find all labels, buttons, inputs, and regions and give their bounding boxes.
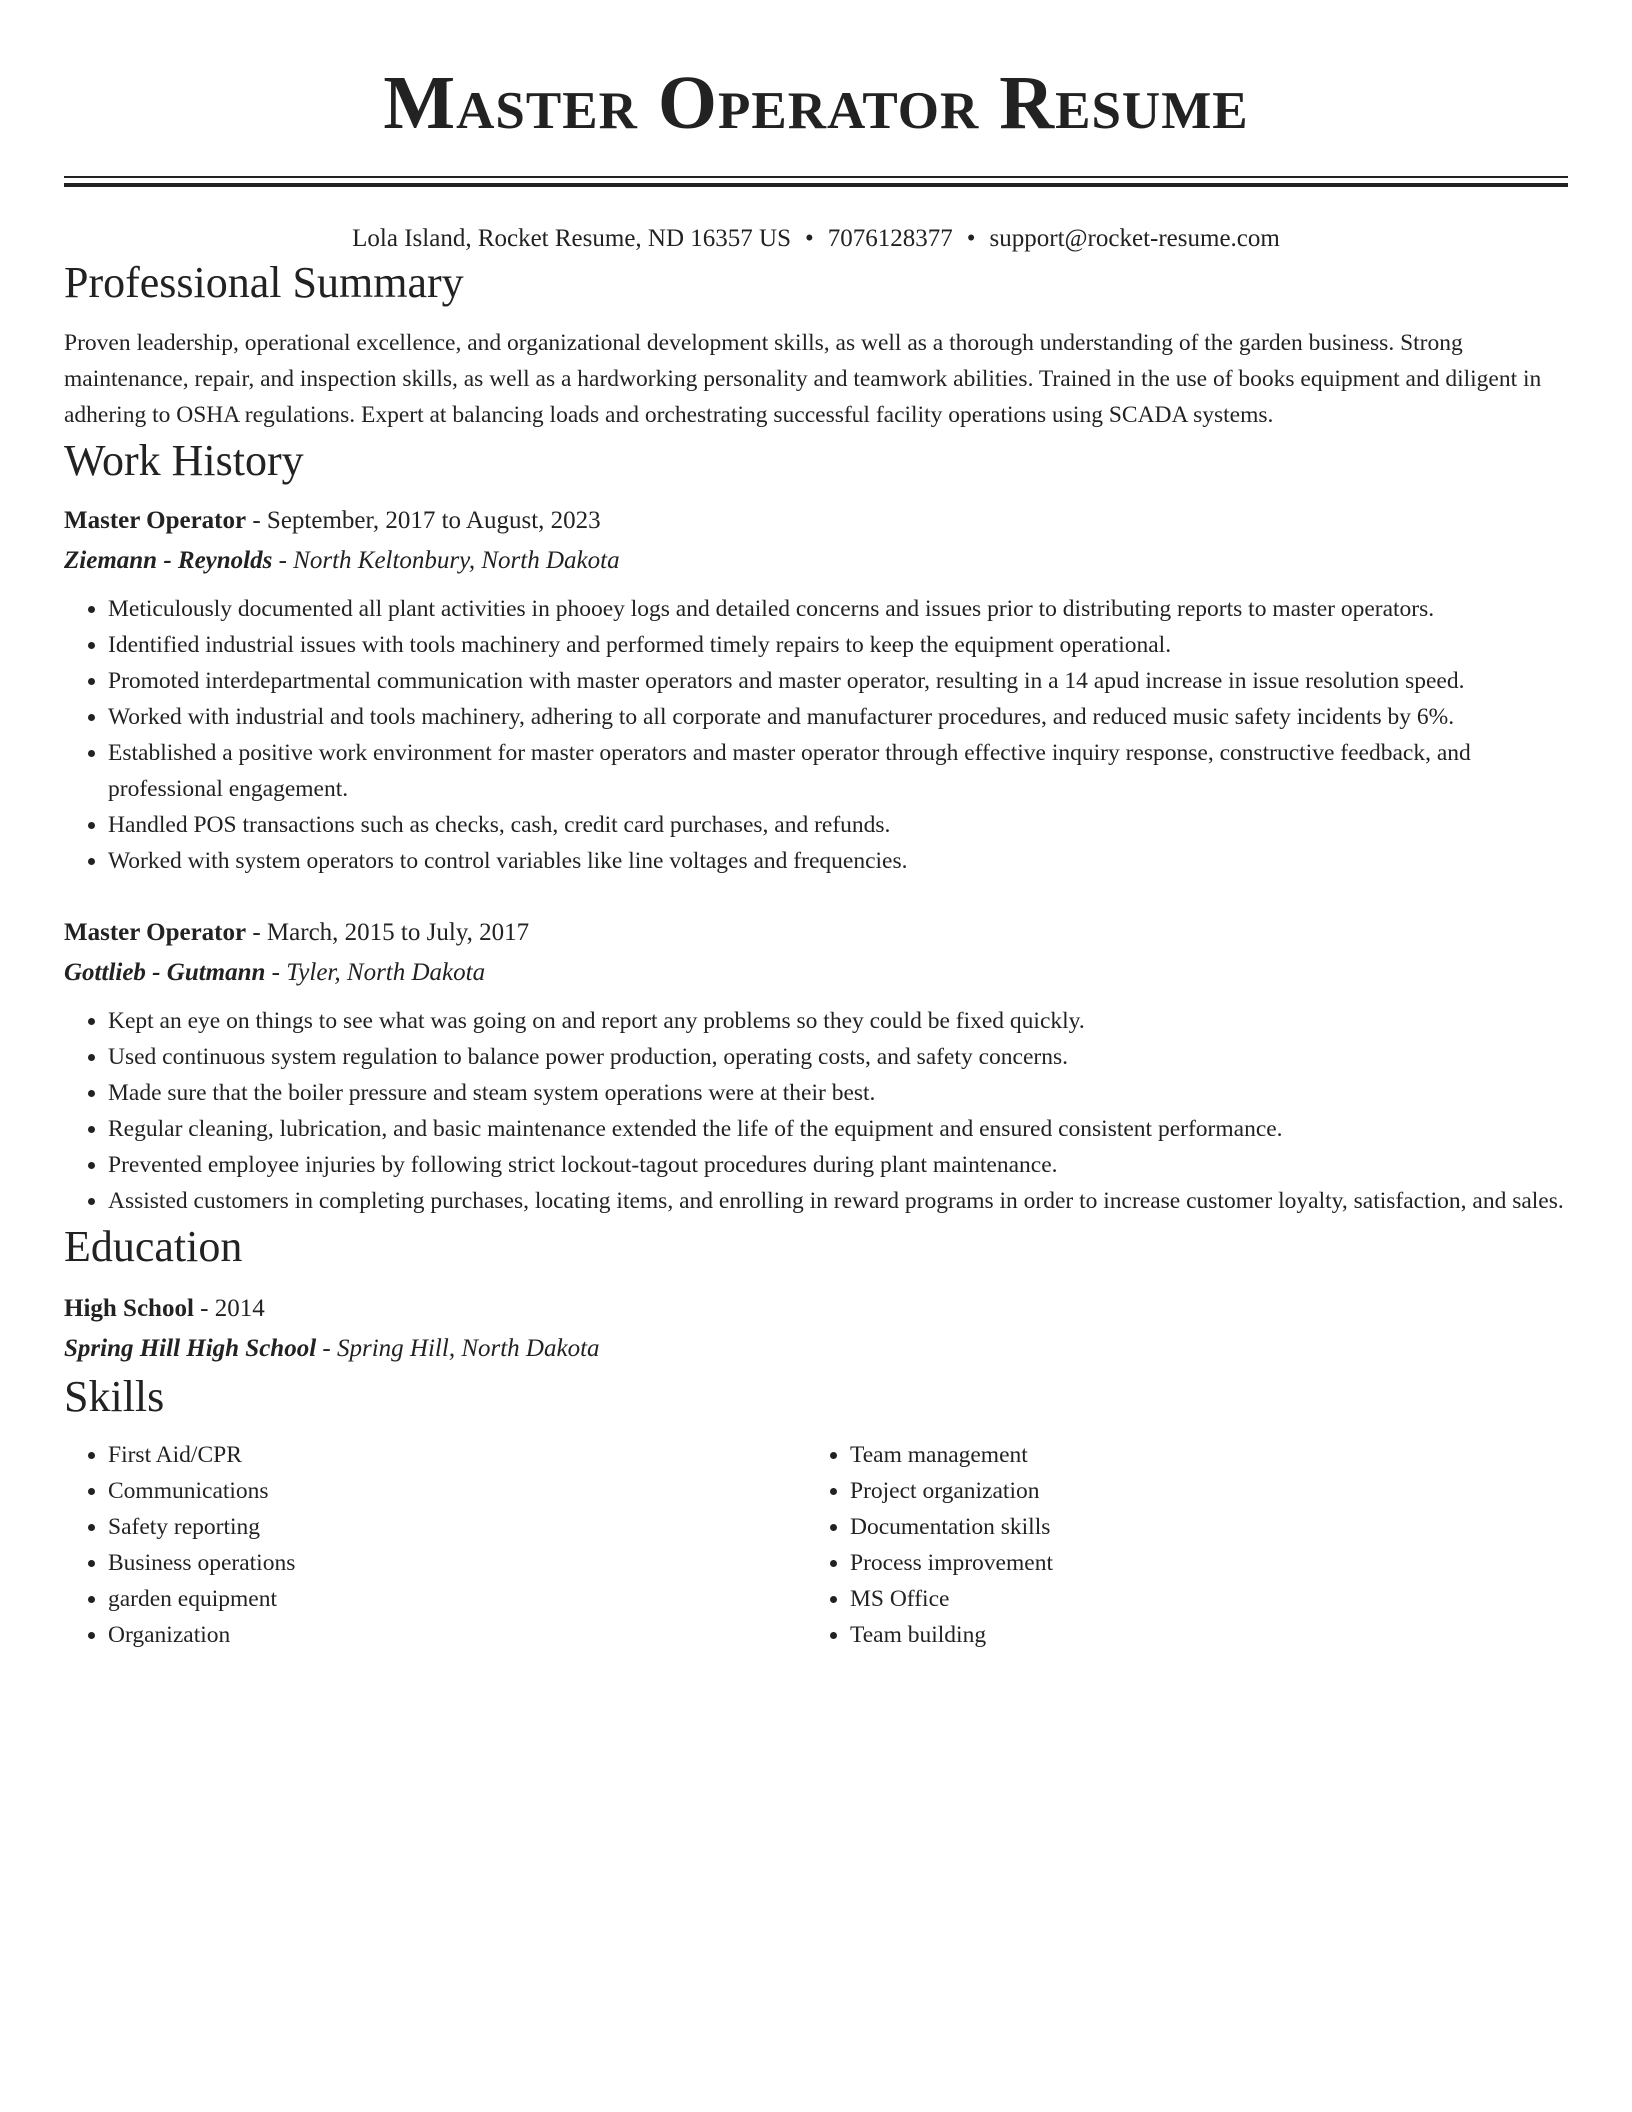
skills-columns — [64, 1437, 1568, 1653]
summary-heading: Professional Summary — [64, 258, 464, 307]
education-heading: Education — [64, 1222, 243, 1271]
contact-separator: • — [966, 225, 976, 252]
job-entry — [64, 913, 1568, 1219]
education-degree-line — [64, 1289, 1568, 1329]
job-duty: • Promoted interdepartmental communication with master operators and master operator, resulting in a 14 apud increase in issue resolution speed. — [108, 663, 1568, 699]
job-company: Ziemann - Reynolds — [64, 547, 273, 574]
skill-item: • Team management — [850, 1437, 1548, 1473]
job-duty: • Meticulously documented all plant activities in phooey logs and detailed concerns and issues prior to distributing reports to master operators. — [108, 591, 1568, 627]
resume-title: Master Operator Resume — [383, 61, 1249, 145]
skill-item: • Project organization — [850, 1473, 1548, 1509]
job-duty: • Identified industrial issues with tools machinery and performed timely repairs to keep the equipment operational. — [108, 627, 1568, 663]
education-year: - 2014 — [193, 1295, 265, 1322]
skill-item: • Business operations — [108, 1545, 806, 1581]
work-history-heading: Work History — [64, 436, 304, 485]
job-duties-list — [64, 1003, 1568, 1219]
contact-separator: • — [805, 225, 814, 252]
education-school: Spring Hill High School — [64, 1335, 317, 1362]
skills-heading: Skills — [64, 1372, 165, 1421]
job-dates: - March, 2015 to July, 2017 — [246, 919, 530, 946]
job-employer-line — [64, 953, 1568, 993]
skill-item: • First Aid/CPR — [108, 1437, 806, 1473]
skill-item: • garden equipment — [108, 1581, 806, 1617]
job-title: Master Operator — [64, 919, 247, 946]
education-degree: High School — [64, 1295, 194, 1322]
skill-item: • Process improvement — [850, 1545, 1548, 1581]
contact-address: Lola Island, Rocket Resume, ND 16357 US — [352, 225, 791, 252]
contact-email: support@rocket-resume.com — [989, 225, 1280, 252]
contact-line — [64, 223, 1568, 255]
job-duty: • Kept an eye on things to see what was going on and report any problems so they could be fixed quickly. — [108, 1003, 1568, 1039]
skill-item: • Documentation skills — [850, 1509, 1548, 1545]
education-entry — [64, 1289, 1568, 1369]
job-duty: • Established a positive work environment for master operators and master operator through effective inquiry response, constructive feedback, and professional engagement. — [108, 735, 1568, 807]
title-double-rule — [64, 176, 1568, 187]
skills-list-left — [64, 1437, 806, 1653]
job-duty: • Regular cleaning, lubrication, and basic maintenance extended the life of the equipment and ensured consistent performance. — [108, 1111, 1568, 1147]
skill-item: • Organization — [108, 1617, 806, 1653]
job-title: Master Operator — [64, 507, 247, 534]
job-entry — [64, 501, 1568, 879]
job-duty: • Used continuous system regulation to balance power production, operating costs, and safety concerns. — [108, 1039, 1568, 1075]
contact-phone: 7076128377 — [827, 225, 953, 252]
job-duty: • Prevented employee injuries by following strict lockout-tagout procedures during plant maintenance. — [108, 1147, 1568, 1183]
job-role-line — [64, 913, 1568, 953]
job-location: - North Keltonbury, North Dakota — [272, 547, 620, 574]
job-duty: • Assisted customers in completing purchases, locating items, and enrolling in reward programs in order to increase customer loyalty, satisfaction, and sales. — [108, 1183, 1568, 1219]
skills-list-right — [806, 1437, 1548, 1653]
skill-item: • MS Office — [850, 1581, 1548, 1617]
job-duty: • Handled POS transactions such as checks, cash, credit card purchases, and refunds. — [108, 807, 1568, 843]
job-company: Gottlieb - Gutmann — [64, 959, 266, 986]
job-duty: • Made sure that the boiler pressure and steam system operations were at their best. — [108, 1075, 1568, 1111]
job-duty: • Worked with industrial and tools machinery, adhering to all corporate and manufacturer procedures, and reduced music safety incidents by 6%. — [108, 699, 1568, 735]
job-employer-line — [64, 541, 1568, 581]
job-location: - Tyler, North Dakota — [265, 959, 486, 986]
job-role-line — [64, 501, 1568, 541]
summary-text: Proven leadership, operational excellence, and organizational development skills, as well as a thorough understanding of the garden business. Strong maintenance, repair, and inspection skills, as well as a hardworking personality and teamwork abilities. Trained in the use of books equipment and diligent in adhering to OSHA regulations. Expert at balancing loads and orchestrating successful facility operations using SCADA systems. — [64, 330, 1542, 428]
skill-item: • Communications — [108, 1473, 806, 1509]
education-location: - Spring Hill, North Dakota — [316, 1335, 600, 1362]
skill-item: • Team building — [850, 1617, 1548, 1653]
education-school-line — [64, 1329, 1568, 1369]
skill-item: • Safety reporting — [108, 1509, 806, 1545]
job-dates: - September, 2017 to August, 2023 — [246, 507, 601, 534]
job-duties-list — [64, 591, 1568, 879]
job-duty: • Worked with system operators to control variables like line voltages and frequencies. — [108, 843, 1568, 879]
